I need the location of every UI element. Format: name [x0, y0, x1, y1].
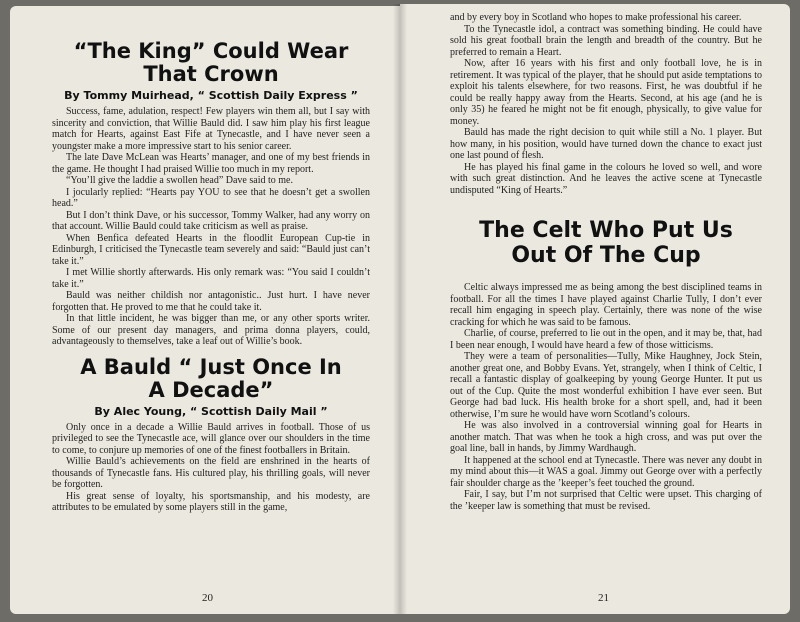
paragraph: They were a team of personalities—Tully, Mike Haughney, Jock Stein, another great one, and Bobby Evans. Yet, strangely, when I think of Celtic, I recall a fantastic display of goalkeeping by young George Hunter. It put us out of the Cup. Quite the most wonderful exhibition I have ever seen. But George had bad luck. His health broke for a short spell, and, had it been otherwise, I’m sure he would have worn Scotland’s colours. — [450, 351, 762, 420]
paragraph: I jocularly replied: “Hearts pay YOU to see that he doesn’t get a swollen head.” — [52, 186, 370, 209]
paragraph: Celtic always impressed me as being among the best disciplined teams in football. For all the times I have played against Charlie Tully, I don’t ever recall him engaging in speech play. Certainly, there was none of the wise cracking for which he was said to be famous. — [450, 282, 762, 328]
paragraph: Success, fame, adulation, respect! Few players win them all, but I say with sincerity and conviction, that Willie Bauld did. I saw him play his first league match for Hearts, against East Fife at Tynecastle, and I have never seen a youngster make a more impressive start to his senior career. — [52, 106, 370, 152]
paragraph: The late Dave McLean was Hearts’ manager, and one of my best friends in the game. He thought I had praised Willie too much in my report. — [52, 152, 370, 175]
left-page — [10, 6, 400, 614]
article-title-bauld — [52, 356, 370, 402]
right-page-column — [450, 12, 762, 512]
paragraph: and by every boy in Scotland who hopes to make professional his career. — [450, 12, 742, 23]
paragraph: Bauld has made the right decision to quit while still a No. 1 player. But how many, in his position, would have turned down the chance to exact just one last pound of flesh. — [450, 127, 762, 161]
paragraph: When Benfica defeated Hearts in the floodlit European Cup-tie in Edinburgh, I criticised the Tynecastle team severely and said: “Bauld just can’t take it.” — [52, 232, 370, 267]
article-title-line: A Decade” — [148, 377, 274, 402]
paragraph: Bauld was neither childish nor antagonistic.. Just hurt. I have never forgotten that. He proved to me that he could take it. — [52, 290, 370, 313]
paragraph: Fair, I say, but I’m not surprised that Celtic were upset. This charging of the ’keeper law is something that must be revised. — [450, 489, 762, 512]
paragraph: Now, after 16 years with his first and only football love, he is in retirement. It was typical of the player, that he should put aside temptations to exploit his talents elsewhere, for two reasons. First, he was doubtful if he could be really happy away from the Hearts. Second, at his age (and he is only 35) he feared he might not be fit enough, physically, to give value for money. — [450, 58, 762, 127]
page-number-right: 21 — [598, 592, 609, 604]
article-title-line: That Crown — [143, 62, 279, 86]
article-title-celt — [450, 218, 762, 268]
book-gutter — [393, 4, 407, 614]
paragraph: But I don’t think Dave, or his successor, Tommy Walker, had any worry on that account. Willie Bauld could take criticism as well as praise. — [52, 209, 370, 232]
article-title-line: “The King” Could Wear — [73, 39, 349, 63]
paragraph: It happened at the school end at Tynecastle. There was never any doubt in my mind about this—it WAS a goal. Jimmy out George over with a perfectly fair shoulder charge as the ’keeper’s feet touched the ground. — [450, 454, 762, 489]
article-title-line: A Bauld “ Just Once In — [80, 354, 342, 379]
byline-young: By Alec Young, “ Scottish Daily Mail ” — [94, 404, 328, 418]
article-title-line: Out Of The Cup — [511, 243, 701, 268]
paragraph: Charlie, of course, preferred to lie out in the open, and it may be, that, had I been near enough, I would have heard a few of those witticisms. — [450, 328, 762, 351]
right-page — [400, 4, 790, 614]
left-page-column — [52, 40, 370, 514]
article-title-king — [52, 40, 370, 86]
byline-muirhead: By Tommy Muirhead, “ Scottish Daily Express ” — [64, 89, 358, 102]
paragraph: To the Tynecastle idol, a contract was something binding. He could have sold his great football brain the length and breadth of the country. But he preferred to remain a Heart. — [450, 23, 762, 58]
paragraph: “You’ll give the laddie a swollen head” Dave said to me. — [66, 175, 293, 186]
paragraph: In that little incident, he was bigger than me, or any other sports writer. Some of our present day managers, and prima donna players, could, advantageously to themselves, take a leaf out of Willie’s book. — [52, 313, 370, 347]
paragraph: He has played his final game in the colours he loved so well, and wore with such great distinction. And he leaves the active scene at Tynecastle undisputed “King of Hearts.” — [450, 161, 762, 196]
page-number-left: 20 — [202, 592, 213, 604]
paragraph: His great sense of loyalty, his sportsmanship, and his modesty, are attributes to be emulated by some players still in the game, — [52, 490, 370, 513]
article-title-line: The Celt Who Put Us — [479, 218, 733, 243]
paragraph: Willie Bauld’s achievements on the field are enshrined in the hearts of thousands of Tynecastle fans. His cultured play, his thrilling goals, will never be forgotten. — [52, 456, 370, 490]
paragraph: He was also involved in a controversial winning goal for Hearts in another match. That was when he took a high cross, and was put over the goal line, ball in hands, by Jimmy Wardhaugh. — [450, 420, 762, 454]
paragraph: Only once in a decade a Willie Bauld arrives in football. Those of us privileged to see the Tynecastle ace, will glance over our shoulders in the time to come, to conjure up memories of one of the finest footballers in Britain. — [52, 421, 370, 456]
paragraph: I met Willie shortly afterwards. His only remark was: “You said I couldn’t take it.” — [52, 267, 370, 290]
